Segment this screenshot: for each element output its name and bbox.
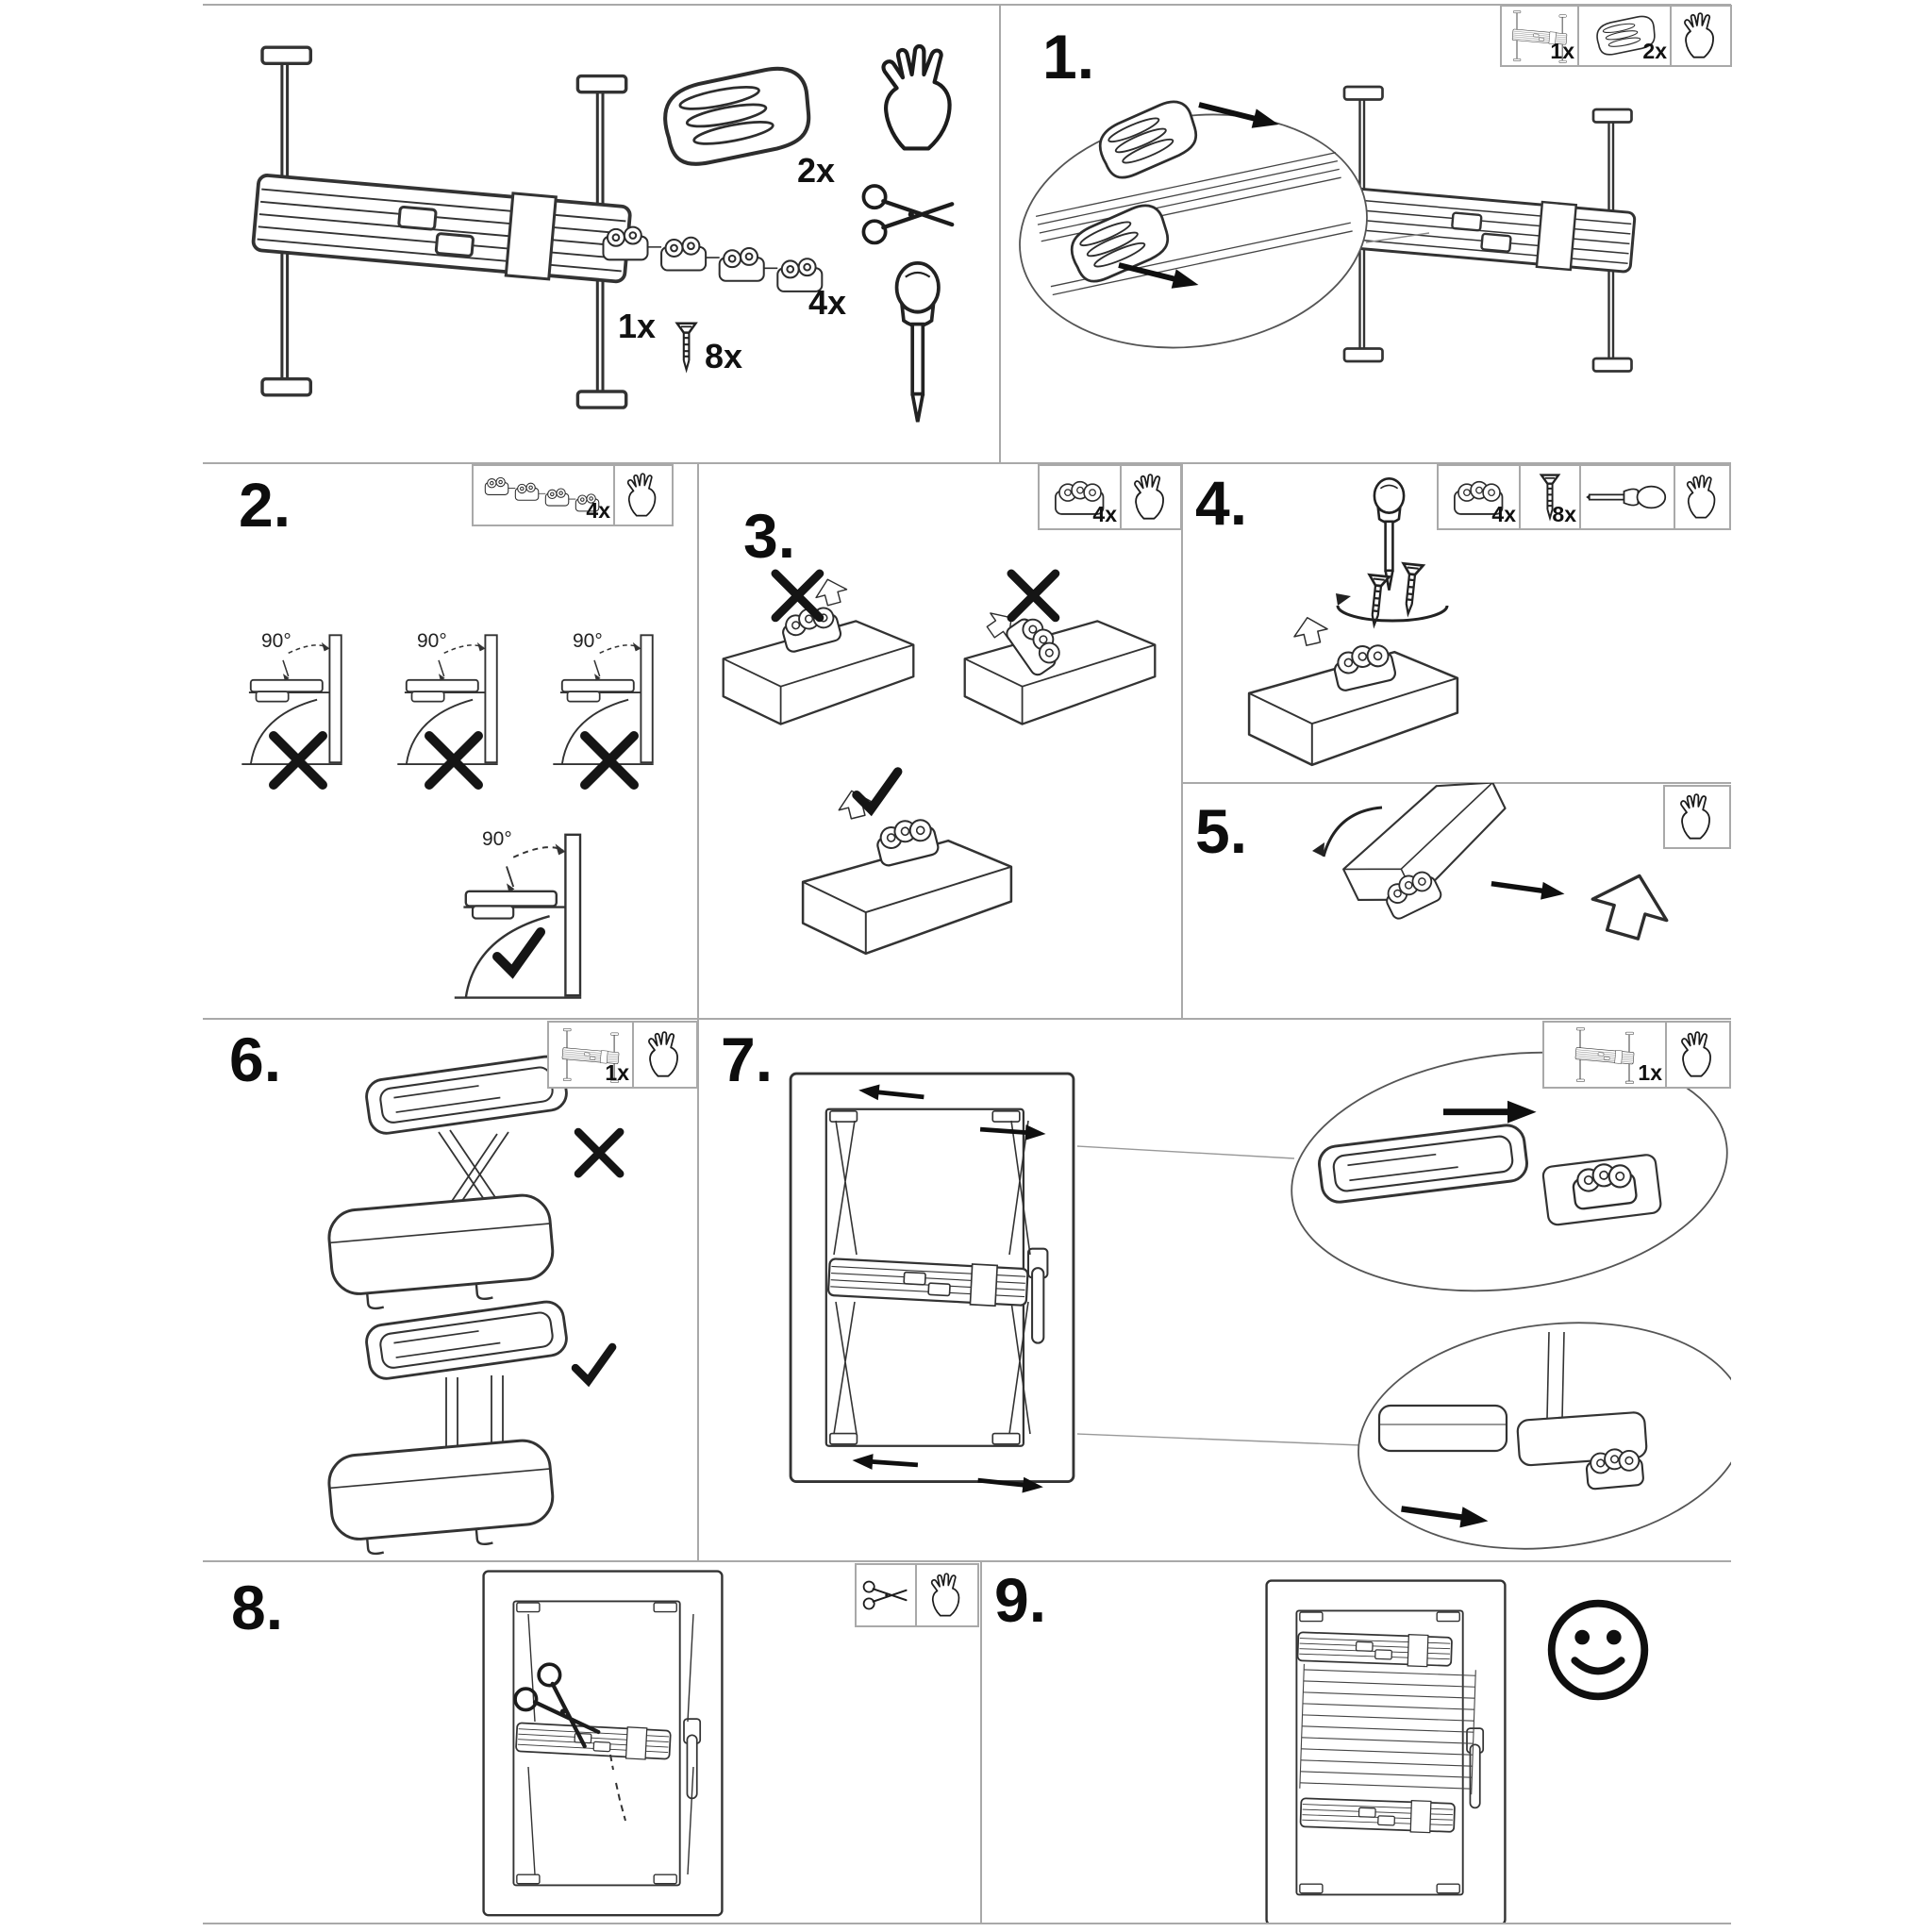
count-label: 4x bbox=[808, 283, 847, 322]
mount-angle-wrong-drawing bbox=[242, 635, 341, 764]
step-4-toolbar bbox=[1437, 464, 1731, 530]
toolbar-item-blind bbox=[1542, 1021, 1667, 1089]
count-label: 4x bbox=[586, 498, 610, 523]
angle-label: 90° bbox=[482, 828, 512, 850]
toolbar-item-hand bbox=[1667, 1021, 1731, 1089]
toolbar-item-hand bbox=[917, 1563, 979, 1627]
blind-part-drawing bbox=[253, 47, 631, 408]
toolbar-item-hand bbox=[1663, 785, 1731, 849]
count-label: 1x bbox=[605, 1060, 629, 1085]
count-label: 4x bbox=[1491, 502, 1516, 526]
screwdriver-drawing bbox=[1374, 478, 1404, 590]
toolbar-item-screw bbox=[1521, 464, 1581, 530]
panel-step-5 bbox=[1182, 783, 1731, 1018]
step-9-drawing bbox=[981, 1561, 1731, 1923]
count-label: 8x bbox=[1552, 502, 1576, 526]
step-5-drawing bbox=[1182, 783, 1731, 1018]
step-number: 7. bbox=[721, 1024, 774, 1094]
toolbar-item-hand bbox=[634, 1021, 698, 1089]
angle-label: 90° bbox=[417, 630, 447, 652]
bottom-rail bbox=[326, 1193, 556, 1312]
step-number: 3. bbox=[743, 501, 796, 571]
rotate-up-arrowhead bbox=[1312, 842, 1324, 857]
step-number: 9. bbox=[994, 1565, 1047, 1635]
clamp-part-drawing bbox=[665, 69, 808, 164]
step-6-toolbar bbox=[547, 1021, 698, 1089]
hand-icon bbox=[883, 46, 949, 148]
parts-overview-drawing bbox=[203, 5, 1000, 453]
step-number: 8. bbox=[231, 1573, 284, 1642]
count-label: 8x bbox=[705, 337, 743, 375]
scissors-icon bbox=[863, 186, 952, 242]
step-number: 6. bbox=[229, 1024, 282, 1094]
panel-step-9 bbox=[981, 1561, 1731, 1923]
screw-part-drawing bbox=[677, 324, 696, 370]
panel-step-6 bbox=[203, 1019, 698, 1560]
hand-icon bbox=[649, 1032, 677, 1076]
count-label: 4x bbox=[1092, 502, 1117, 526]
toolbar-item-blind bbox=[1500, 5, 1579, 67]
panel-parts-overview bbox=[203, 5, 1000, 453]
panel-step-3 bbox=[698, 462, 1182, 1019]
smiley-icon bbox=[1552, 1604, 1645, 1697]
step-3-toolbar bbox=[1038, 464, 1182, 530]
blind-bottom-rail bbox=[1300, 1797, 1455, 1834]
count-label: 1x bbox=[618, 307, 657, 345]
screwdriver-icon bbox=[1586, 487, 1665, 508]
toolbar-item-hand bbox=[1675, 464, 1731, 530]
blind-drawing bbox=[1337, 87, 1636, 372]
count-label: 2x bbox=[797, 151, 836, 190]
panel-step-1 bbox=[1000, 5, 1731, 453]
clip-block-detail bbox=[1542, 1154, 1662, 1225]
toolbar-item-scissors bbox=[855, 1563, 917, 1627]
mount-angle-wrong-drawing bbox=[553, 635, 653, 764]
remove-arrow bbox=[1491, 874, 1566, 903]
mount-angle-wrong-drawing bbox=[397, 635, 497, 764]
angle-label: 90° bbox=[261, 630, 291, 652]
screwdriver-icon bbox=[897, 263, 939, 422]
toolbar-item-screwdriver bbox=[1581, 464, 1675, 530]
rotation-arrowhead bbox=[1336, 593, 1351, 606]
step-number: 1. bbox=[1042, 22, 1095, 92]
panel-step-2 bbox=[203, 462, 698, 1019]
panel-step-7 bbox=[698, 1019, 1731, 1560]
rotation-arrow bbox=[1338, 606, 1447, 621]
scissors-icon bbox=[864, 1582, 907, 1609]
hand-icon bbox=[628, 474, 656, 515]
clip-strip-part-drawing bbox=[603, 227, 822, 291]
cross-mark bbox=[1011, 574, 1056, 618]
step-2-toolbar bbox=[472, 464, 674, 526]
check-mark bbox=[857, 772, 898, 809]
top-bracket bbox=[364, 1300, 569, 1381]
hand-icon bbox=[1685, 13, 1713, 58]
step-number: 2. bbox=[239, 470, 291, 540]
cross-mark bbox=[578, 1132, 620, 1174]
grid-line-bottom bbox=[203, 1923, 1731, 1924]
hand-icon bbox=[1682, 1032, 1710, 1076]
toolbar-item-clip-strip bbox=[472, 464, 615, 526]
toolbar-item-blind bbox=[547, 1021, 634, 1089]
cross-mark bbox=[775, 574, 820, 618]
step-2-drawing bbox=[203, 462, 698, 1019]
toolbar-item-hand bbox=[615, 464, 674, 526]
step-1-toolbar bbox=[1500, 5, 1732, 67]
bottom-rail bbox=[326, 1439, 556, 1557]
step-1-drawing bbox=[1000, 5, 1731, 453]
hand-icon bbox=[932, 1574, 959, 1615]
screw-drawing bbox=[1398, 563, 1423, 614]
toolbar-item-hand bbox=[1672, 5, 1732, 67]
count-label: 1x bbox=[1550, 39, 1574, 63]
panel-step-4 bbox=[1182, 462, 1731, 783]
cover-tab bbox=[1291, 614, 1329, 648]
toolbar-item-clip bbox=[1437, 464, 1521, 530]
clip-strip-icon bbox=[485, 477, 598, 510]
mount-angle-correct-drawing bbox=[455, 835, 581, 998]
hand-icon bbox=[1135, 475, 1163, 519]
toolbar-item-hand bbox=[1122, 464, 1182, 530]
toolbar-item-clamp bbox=[1579, 5, 1672, 67]
step-7-drawing bbox=[698, 1019, 1731, 1560]
top-bracket bbox=[364, 1055, 569, 1136]
step-5-toolbar bbox=[1663, 785, 1731, 849]
step-7-toolbar bbox=[1542, 1021, 1731, 1089]
cross-mark bbox=[274, 736, 323, 785]
toolbar-item-clip bbox=[1038, 464, 1122, 530]
step-number: 4. bbox=[1195, 468, 1248, 538]
blind-icon bbox=[1575, 1027, 1634, 1083]
blind-top-rail bbox=[1297, 1631, 1452, 1668]
cover-tab-removed bbox=[1586, 865, 1676, 945]
hand-icon bbox=[1687, 475, 1714, 517]
check-mark bbox=[575, 1347, 612, 1381]
step-6-drawing bbox=[203, 1019, 698, 1560]
step-number: 5. bbox=[1195, 796, 1248, 866]
angle-label: 90° bbox=[573, 630, 603, 652]
count-label: 1x bbox=[1638, 1060, 1662, 1085]
count-label: 2x bbox=[1642, 39, 1667, 63]
step-3-drawing bbox=[698, 462, 1182, 1019]
cross-mark bbox=[585, 736, 634, 785]
hand-icon bbox=[1681, 794, 1709, 839]
step-8-toolbar bbox=[855, 1563, 979, 1627]
cross-mark bbox=[429, 736, 478, 785]
panel-step-8 bbox=[203, 1561, 981, 1923]
